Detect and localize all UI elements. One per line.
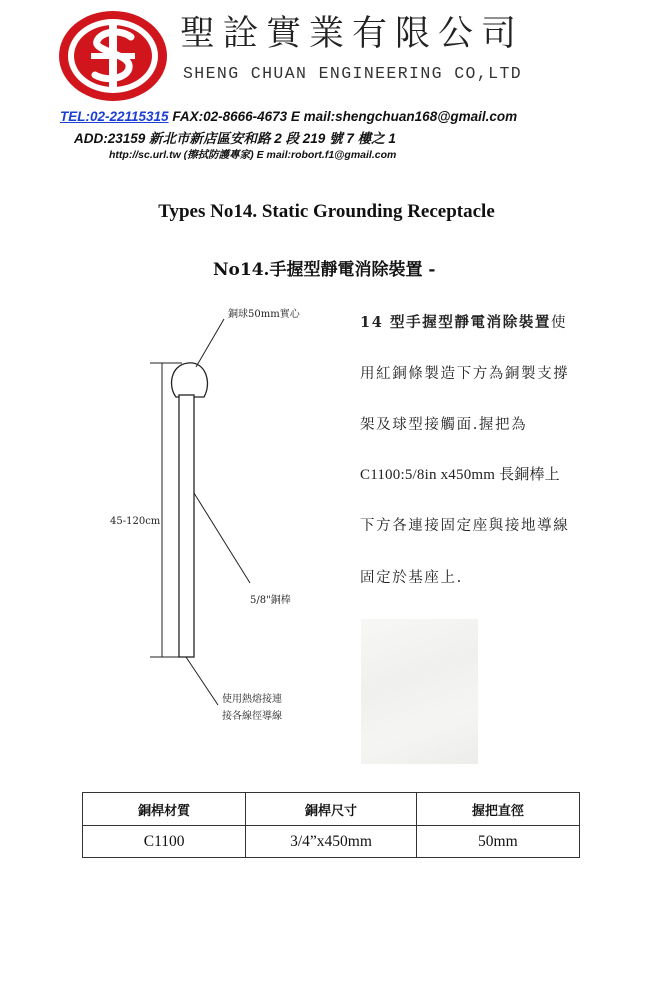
description-line-2: 用紅銅條製造下方為銅製支撐 xyxy=(360,366,570,382)
description-model-name: 14 型手握型靜電消除裝置 xyxy=(360,314,552,331)
table-header-row xyxy=(83,793,580,826)
company-name-chinese: 聖詮實業有限公司 xyxy=(180,14,525,54)
contact-line-phone-fax-email xyxy=(60,109,517,124)
wire-label-line1: 使用熱熔接連 xyxy=(222,694,282,705)
ball-leader-line xyxy=(196,319,224,367)
description-line-1 xyxy=(360,311,567,332)
rod-label: 5/8"銅棒 xyxy=(250,595,291,606)
description-line-6: 固定於基座上. xyxy=(360,570,463,586)
wire-leader-line xyxy=(186,657,218,705)
receptacle-diagram xyxy=(110,295,350,735)
description-line-3: 架及球型接觸面.握把為 xyxy=(360,417,528,433)
cell-grip-diameter: 50mm xyxy=(416,826,579,858)
fax-email-text: FAX:02-8666-4673 E mail:shengchuan168@gmail.com xyxy=(168,109,518,124)
wire-label-line2: 接各線徑導線 xyxy=(222,711,282,722)
height-label: 45-120cm xyxy=(110,516,161,527)
copper-rod xyxy=(179,395,194,657)
description-line-5: 下方各連接固定座與接地導線 xyxy=(360,518,570,534)
cell-rod-material: C1100 xyxy=(83,826,246,858)
header-rod-size: 銅桿尺寸 xyxy=(246,793,416,826)
rod-leader-line xyxy=(194,493,250,583)
company-name-english: SHENG CHUAN ENGINEERING CO,LTD xyxy=(183,64,523,83)
copper-ball xyxy=(172,363,208,397)
header-grip-diameter: 握把直徑 xyxy=(416,793,579,826)
table-row xyxy=(83,826,580,858)
tel-link[interactable]: TEL:02-22115315 xyxy=(60,109,169,124)
description-line-1-rest: 使 xyxy=(551,315,568,331)
cell-rod-size: 3/4”x450mm xyxy=(246,826,416,858)
contact-line-address: ADD:23159 新北市新店區安和路 2 段 219 號 7 樓之 1 xyxy=(74,131,396,146)
contact-line-web: http://sc.url.tw (擦拭防護專家) E mail:robort.f1@gmail.com xyxy=(109,149,397,161)
ball-label: 銅球50mm實心 xyxy=(228,309,300,320)
header-rod-material: 銅桿材質 xyxy=(83,793,246,826)
product-photo xyxy=(361,619,478,764)
spec-table xyxy=(82,792,580,858)
product-subtitle: No14.手握型靜電消除裝置 - xyxy=(213,260,436,280)
document-title: Types No14. Static Grounding Receptacle xyxy=(158,201,495,222)
company-logo xyxy=(57,9,169,103)
description-line-4: C1100:5/8in x450mm 長銅棒上 xyxy=(360,467,560,483)
